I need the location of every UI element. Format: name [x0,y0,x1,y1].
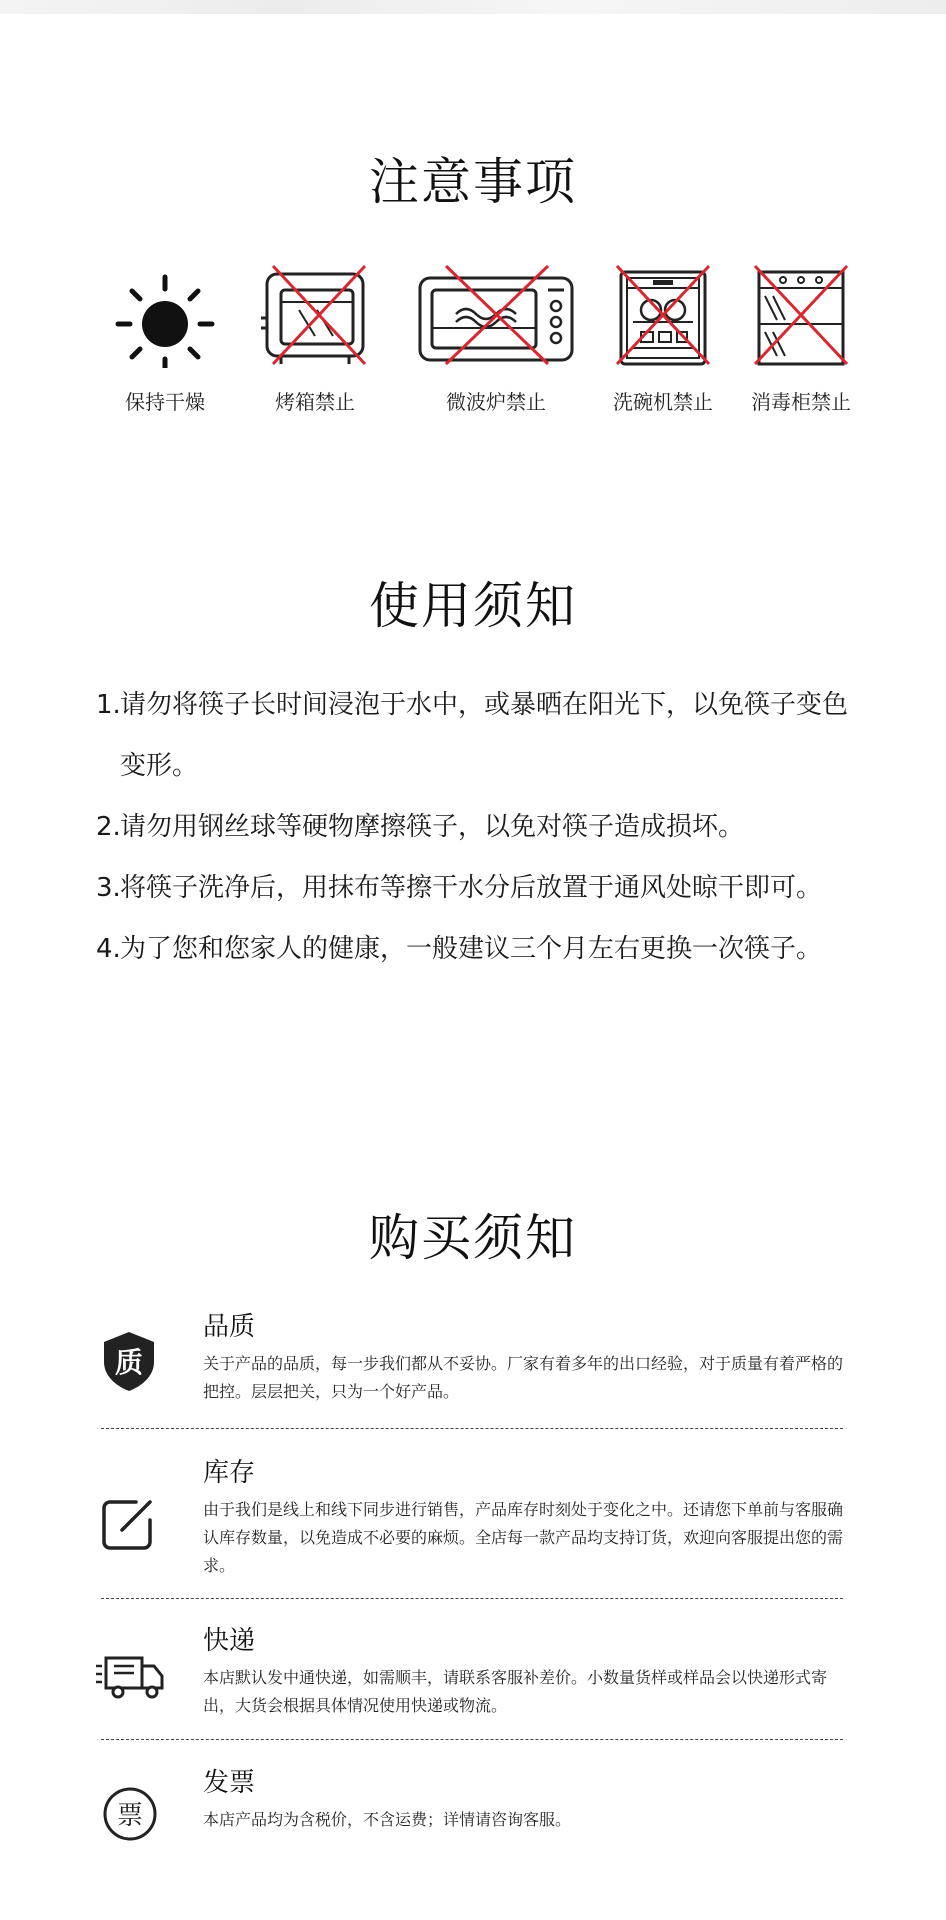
edit-note-icon [96,1490,162,1556]
sun-icon [115,262,215,368]
delivery-truck-icon [96,1652,166,1702]
usage-item-number: 1. [96,690,121,720]
purchase-item-title: 快递 [203,1626,256,1656]
care-label: 洗碗机禁止 [613,390,713,414]
usage-section-title: 使用须知 [369,577,577,635]
care-item-keep-dry [110,262,220,415]
usage-item-number: 4. [96,934,121,964]
usage-item [96,858,856,919]
usage-item [96,675,856,797]
usage-list [96,675,856,980]
care-icon-row [0,262,946,432]
usage-item-text: 将筷子洗净后，用抹布等擦干水分后放置于通风处晾干即可。 [120,873,823,903]
invoice-icon [102,1786,158,1842]
care-label: 微波炉禁止 [446,390,546,414]
purchase-item-title: 品质 [203,1312,256,1342]
oven-icon [259,262,371,368]
care-item-no-oven [258,262,372,415]
usage-item [96,919,856,980]
usage-item-text: 请勿将筷子长时间浸泡于水中，或暴晒在阳光下，以免筷子变色变形。 [120,690,849,781]
purchase-item-title: 发票 [203,1768,256,1798]
usage-item-number: 3. [96,873,121,903]
care-item-no-dishwasher [608,262,718,415]
microwave-icon [416,262,576,368]
dashed-divider [101,1598,843,1599]
purchase-item-desc: 由于我们是线上和线下同步进行销售，产品库存时刻处于变化之中。还请您下单前与客服确认库存数量，以免造成不必要的麻烦。全店每一款产品均支持订货，欢迎向客服提出您的需求。 [203,1500,844,1575]
purchase-section-title: 购买须知 [369,1209,577,1267]
dashed-divider [101,1739,843,1740]
usage-item-text: 请勿用钢丝球等硬物摩擦筷子，以免对筷子造成损坏。 [120,812,745,842]
care-item-no-microwave [416,262,576,415]
dashed-divider [101,1428,843,1429]
quality-icon-glyph: 质 [114,1346,144,1379]
purchase-item-desc: 本店默认发中通快递，如需顺丰，请联系客服补差价。小数量货样或样品会以快递形式寄出，大货会根据具体情况使用快递或物流。 [203,1668,828,1715]
care-section-title: 注意事项 [369,153,577,211]
care-item-no-sterilizer [746,262,856,415]
dishwasher-icon [613,262,713,368]
usage-item [96,797,856,858]
care-label: 烤箱禁止 [275,390,355,414]
purchase-item-desc: 本店产品均为含税价，不含运费；详情请咨询客服。 [203,1810,572,1829]
top-image-strip [0,0,946,14]
purchase-item-desc: 关于产品的品质，每一步我们都从不妥协。厂家有着多年的出口经验，对于质量有着严格的把控。层层把关，只为一个好产品。 [203,1354,844,1401]
care-label: 消毒柜禁止 [751,390,851,414]
usage-item-number: 2. [96,812,121,842]
purchase-item-title: 库存 [203,1458,256,1488]
usage-item-text: 为了您和您家人的健康，一般建议三个月左右更换一次筷子。 [120,934,823,964]
quality-shield-icon [96,1328,162,1394]
care-label: 保持干燥 [125,390,205,414]
sterilizer-cabinet-icon [751,262,851,368]
invoice-icon-glyph: 票 [116,1801,144,1831]
